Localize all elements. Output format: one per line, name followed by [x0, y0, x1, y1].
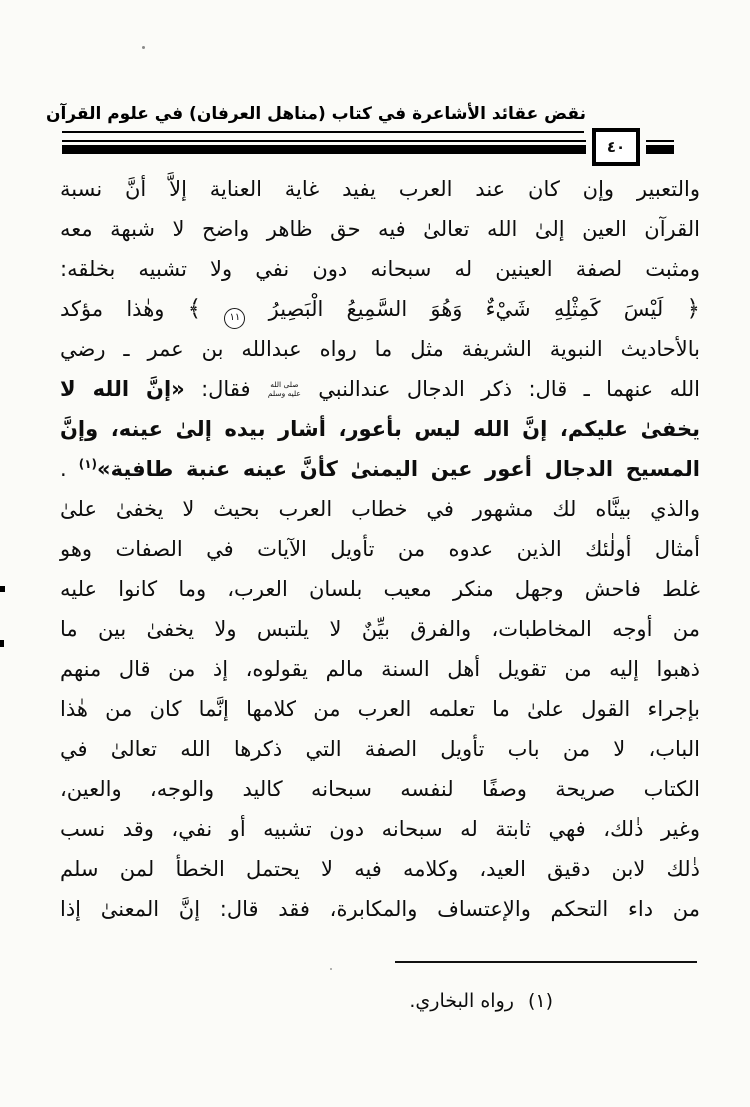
text-line: وغير ذٰلك، فهي ثابتة له سبحانه دون تشبيه أو نفي، وقد نسب — [60, 817, 700, 841]
text-line: أمثال أولٰئك الذين عدوه من تأويل الآيات في الصفات وهو — [60, 537, 700, 561]
text-line: بإجراء القول علىٰ ما تعلمه العرب من كلامها إنَّما كان من هٰذا — [60, 697, 700, 721]
hadith-intro-text: فقال: — [201, 377, 251, 401]
scan-artifact — [142, 46, 145, 49]
header-thick-rule-stub — [646, 145, 674, 154]
saw-mark-bottom: عليه وسلم — [267, 389, 301, 398]
scan-artifact — [330, 968, 332, 970]
hadith-intro-text: الله عنهما ـ قال: ذكر الدجال عندالنبي — [318, 377, 701, 401]
text-line: والذي بينَّاه لك مشهور في خطاب العرب بحيث لا يخفىٰ علىٰ — [60, 497, 700, 521]
text-line: من أوجه المخاطبات، والفرق بيِّنٌ لا يلتبس ولا يخفىٰ بين ما — [60, 617, 700, 641]
saw-mark-top: صلى الله — [270, 380, 299, 390]
hadith-quote-end-line — [60, 449, 700, 489]
header-underline-rule — [62, 131, 584, 133]
text-line: غلط فاحش وجهل منكر معيب بلسان العرب، وما كانوا عليه — [60, 577, 700, 601]
sallallahu-alayhi-wasallam-icon — [268, 381, 301, 398]
text-line: القرآن العين إلىٰ الله تعالىٰ فيه حق ظاهر واضح لا شبهة معه — [60, 217, 700, 241]
body-text — [60, 169, 700, 929]
text-line: ذهبوا إليه من تقويل أهل السنة مالم يقولوه، إذ من قال منهم — [60, 657, 700, 681]
text-line: الباب، لا من باب تأويل الصفة التي ذكرها الله تعالىٰ في — [60, 737, 700, 761]
hadith-intro-line — [60, 369, 700, 409]
hadith-quote-line: يخفىٰ عليكم، إنَّ الله ليس بأعور، أشار بيده إلىٰ عينه، وإنَّ — [60, 417, 700, 441]
footnote-separator-rule — [395, 961, 697, 963]
page-number: ٤٠ — [606, 137, 626, 156]
footnote — [409, 986, 553, 1016]
sentence-period: . — [60, 457, 67, 481]
hadith-quote-start: «إنَّ الله لا — [60, 377, 185, 401]
quran-verse-text: لَيْسَ كَمِثْلِهِ شَيْءٌ وَهُوَ السَّمِيعُ الْبَصِيرُ — [268, 297, 664, 321]
page-number-box — [592, 128, 640, 166]
footnote-text: رواه البخاري. — [409, 990, 514, 1012]
text-after-verse: وهٰذا مؤكد — [60, 297, 165, 321]
text-line: بالأحاديث النبوية الشريفة مثل ما رواه عبدالله بن عمر ـ رضي — [60, 337, 700, 361]
ornate-close-bracket-icon: ﴾ — [187, 296, 202, 322]
hadith-quote-end: المسيح الدجال أعور عين اليمنىٰ كأنَّ عينه عنبة طافية» — [97, 457, 701, 481]
text-line: ذٰلك لابن دقيق العيد، وكلامه فيه لا يحتمل الخطأ لمن سلم — [60, 857, 700, 881]
text-line: والتعبير وإن كان عند العرب يفيد غاية العناية إلاَّ أنَّ نسبة — [60, 177, 700, 201]
footnote-marker: (١) — [527, 990, 553, 1012]
header-thick-rule — [62, 145, 586, 154]
header-thin-rule — [62, 140, 586, 142]
page-header-title: نقض عقائد الأشاعرة في كتاب (مناهل العرفان) في علوم القرآن — [45, 104, 586, 124]
scan-artifact — [0, 586, 5, 592]
quran-verse-line — [60, 289, 700, 329]
ornate-open-bracket-icon: ﴿ — [686, 296, 700, 322]
header-thin-rule-stub — [646, 140, 674, 142]
ayah-number-circle: ١١ — [224, 308, 245, 329]
text-line: الكتاب صريحة وصفًا لنفسه سبحانه كاليد والوجه، والعين، — [60, 777, 700, 801]
scan-artifact — [0, 640, 4, 647]
text-line: من داء التحكم والإعتساف والمكابرة، فقد قال: إنَّ المعنىٰ إذا — [60, 897, 700, 921]
footnote-reference: (١) — [78, 457, 98, 471]
text-line: ومثبت لصفة العينين له سبحانه دون نفي ولا تشبيه بخلقه: — [60, 257, 700, 281]
